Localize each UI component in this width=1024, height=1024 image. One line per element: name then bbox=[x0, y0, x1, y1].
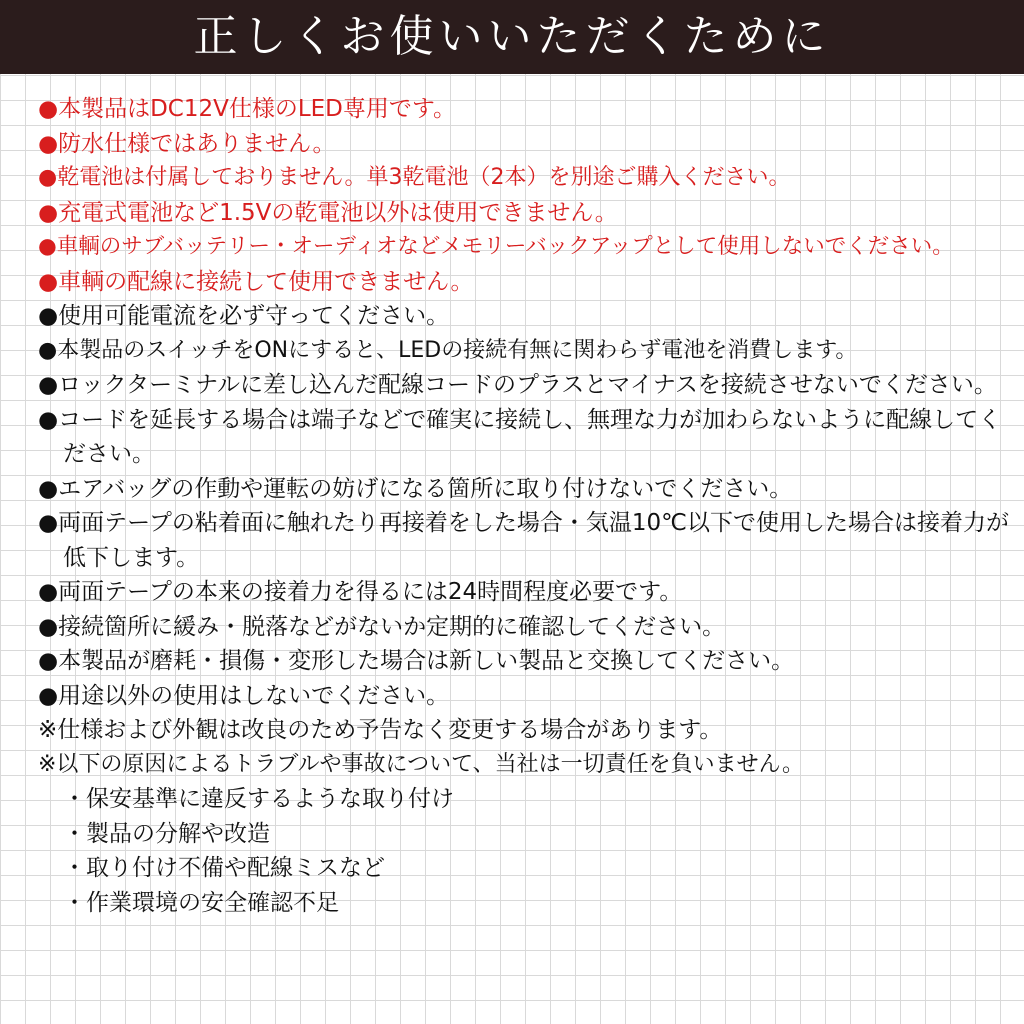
note-tape-adhesion: ●両面テープの粘着面に触れたり再接着をした場合・気温10℃以下で使用した場合は接着力が低下します。 bbox=[38, 510, 1010, 571]
note-replace-damaged: ●本製品が磨耗・損傷・変形した場合は新しい製品と交換してください。 bbox=[38, 648, 795, 674]
note-disclaimer: ※以下の原因によるトラブルや事故について、当社は一切責任を負いません。 bbox=[38, 751, 804, 777]
note-tape-24h: ●両面テープの本来の接着力を得るには24時間程度必要です。 bbox=[38, 579, 683, 605]
note-vehicle-wiring: ●車輌の配線に接続して使用できません。 bbox=[38, 268, 474, 295]
notes-list bbox=[38, 92, 1013, 920]
disclaimer-item-installation-error: ・取り付け不備や配線ミスなど bbox=[63, 855, 385, 881]
disclaimer-item-disassembly: ・製品の分解や改造 bbox=[63, 820, 270, 847]
note-spec-change: ※仕様および外観は改良のため予告なく変更する場合があります。 bbox=[38, 717, 723, 743]
note-rechargeable-batteries: ●充電式電池など1.5Vの乾電池以外は使用できません。 bbox=[38, 199, 618, 226]
disclaimer-item-safety-standard: ・保安基準に違反するような取り付け bbox=[63, 786, 454, 812]
note-dc12v: ●本製品はDC12V仕様のLED専用です。 bbox=[38, 96, 457, 122]
page-title: 正しくお使いいただくために bbox=[193, 11, 831, 62]
note-cord-extension: ●コードを延長する場合は端子などで確実に接続し、無理な力が加わらないように配線してください。 bbox=[38, 406, 1002, 467]
disclaimer-item-work-environment: ・作業環境の安全確認不足 bbox=[63, 889, 339, 916]
note-current-limit: ●使用可能電流を必ず守ってください。 bbox=[38, 303, 450, 329]
note-sub-battery: ●車輌のサブバッテリー・オーディオなどメモリーバックアップとして使用しないでください。 bbox=[38, 234, 954, 259]
note-check-connection: ●接続箇所に緩み・脱落などがないか定期的に確認してください。 bbox=[38, 613, 726, 640]
note-batteries-not-included: ●乾電池は付属しておりません。単3乾電池（2本）を別途ご購入ください。 bbox=[38, 165, 791, 190]
header-banner bbox=[0, 0, 1024, 74]
note-lock-terminal: ●ロックターミナルに差し込んだ配線コードのプラスとマイナスを接続させないでください。 bbox=[38, 372, 997, 398]
note-switch-battery: ●本製品のスイッチをONにすると、LEDの接続有無に関わらず電池を消費します。 bbox=[38, 337, 858, 363]
note-not-waterproof: ●防水仕様ではありません。 bbox=[38, 130, 336, 157]
note-airbag: ●エアバッグの作動や運転の妨げになる箇所に取り付けないでください。 bbox=[38, 475, 793, 502]
note-intended-use: ●用途以外の使用はしないでください。 bbox=[38, 682, 450, 709]
